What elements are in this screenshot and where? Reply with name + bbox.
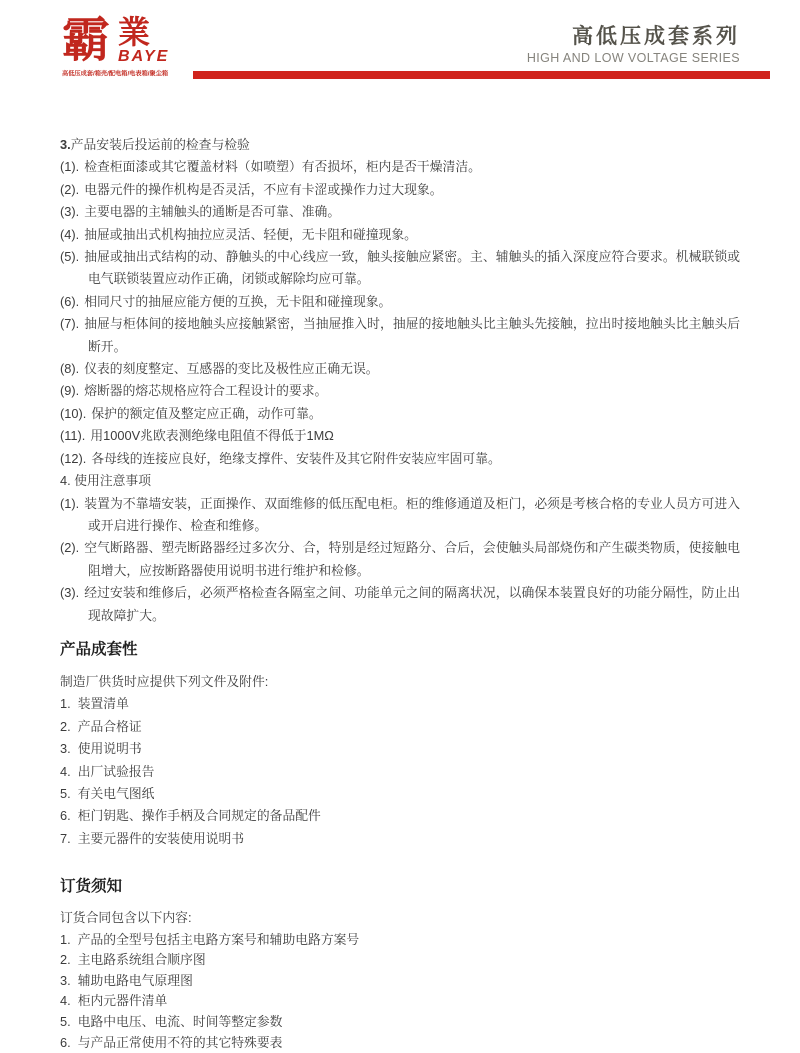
ordering-item: 6. 与产品正常使用不符的其它特殊要表 bbox=[60, 1034, 283, 1050]
checklist-item: (5). 抽屉或抽出式结构的动、静触头的中心线应一致，触头接触应紧密。主、辅触头的插入深度应符合要求。机械联锁或电气联锁装置应动作正确，闭锁或解除均应可靠。 bbox=[60, 249, 740, 287]
section-3-title: 产品安装后投运前的检查与检验 bbox=[70, 137, 250, 152]
usage-notes-heading: 4. 使用注意事项 bbox=[60, 473, 152, 489]
completeness-item: 5. 有关电气图纸 bbox=[60, 785, 155, 801]
checklist-item: (10). 保护的额定值及整定应正确，动作可靠。 bbox=[60, 405, 322, 421]
page-header bbox=[0, 0, 800, 100]
series-subtitle: HIGH AND LOW VOLTAGE SERIES bbox=[526, 51, 740, 66]
section-3-heading bbox=[60, 134, 740, 156]
ordering-item: 4. 柜内元器件清单 bbox=[60, 993, 168, 1009]
checklist-item: (7). 抽屉与柜体间的接地触头应接触紧密，当抽屉推入时，抽屉的接地触头比主触头先接触，拉出时接地触头比主触头后断开。 bbox=[60, 316, 740, 354]
checklist-item: (11). 用1000V兆欧表测绝缘电阻值不得低于1MΩ bbox=[60, 428, 334, 444]
document-body bbox=[60, 100, 740, 1053]
completeness-item: 4. 出厂试验报告 bbox=[60, 763, 155, 779]
ordering-item: 1. 产品的全型号包括主电路方案号和辅助电路方案号 bbox=[60, 931, 360, 947]
completeness-item: 1. 装置清单 bbox=[60, 696, 129, 712]
checklist-item: (3). 主要电器的主辅触头的通断是否可靠、准确。 bbox=[60, 204, 341, 220]
checklist-item: (8). 仪表的刻度整定、互感器的变比及极性应正确无误。 bbox=[60, 361, 379, 377]
usage-note-item: (3). 经过安装和维修后，必须严格检查各隔室之间、功能单元之间的隔离状况，以确保本装置良好的功能分隔性，防止出现故障扩大。 bbox=[60, 585, 740, 623]
ordering-item: 3. 辅助电路电气原理图 bbox=[60, 972, 193, 988]
checklist-item: (6). 相同尺寸的抽屉应能方便的互换，无卡阻和碰撞现象。 bbox=[60, 293, 392, 309]
ordering-intro: 订货合同包含以下内容: bbox=[60, 910, 192, 926]
logo-char-ye: 業 bbox=[118, 14, 151, 50]
completeness-item: 7. 主要元器件的安装使用说明书 bbox=[60, 830, 245, 846]
completeness-intro: 制造厂供货时应提供下列文件及附件: bbox=[60, 673, 269, 689]
ordering-item: 2. 主电路系统组合顺序图 bbox=[60, 952, 206, 968]
ordering-list bbox=[60, 907, 740, 1053]
checklist-item: (9). 熔断器的熔芯规格应符合工程设计的要求。 bbox=[60, 383, 328, 399]
header-red-rule bbox=[193, 71, 770, 79]
checklist-item: (2). 电器元件的操作机构是否灵活，不应有卡涩或操作力过大现象。 bbox=[60, 181, 443, 197]
section-3-number: 3. bbox=[60, 137, 71, 152]
usage-note-item: (2). 空气断路器、塑壳断路器经过多次分、合，特别是经过短路分、合后，会使触头局部烧伤和产生碳类物质，使接触电阻增大，应按断路器使用说明书进行维护和检修。 bbox=[60, 540, 740, 578]
completeness-item: 6. 柜门钥匙、操作手柄及合同规定的备品配件 bbox=[60, 808, 321, 824]
logo-characters bbox=[62, 16, 233, 65]
ordering-item: 5. 电路中电压、电流、时间等整定参数 bbox=[60, 1013, 283, 1029]
checklist-item: (4). 抽屉或抽出式机构抽拉应灵活、轻便，无卡阻和碰撞现象。 bbox=[60, 226, 417, 242]
checklist-item: (1). 检查柜面漆或其它覆盖材料（如喷塑）有否损坏，柜内是否干燥清洁。 bbox=[60, 159, 481, 175]
series-title: 高低压成套系列 bbox=[572, 25, 740, 48]
ordering-heading: 订货须知 bbox=[60, 878, 123, 896]
completeness-heading: 产品成套性 bbox=[60, 640, 138, 658]
logo-tagline: 高低压成套/箱壳/配电箱/电表箱/聚尘箱 bbox=[62, 70, 169, 78]
usage-note-item: (1). 装置为不靠墙安装，正面操作、双面维修的低压配电柜。柜的维修通道及柜门，必须是考核合格的专业人员方可进入或开启进行操作、检查和维修。 bbox=[60, 495, 740, 533]
completeness-item: 3. 使用说明书 bbox=[60, 741, 142, 757]
logo-char-ba: 霸 bbox=[62, 14, 111, 67]
checklist-item: (12). 各母线的连接应良好，绝缘支撑件、安装件及其它附件安装应牢固可靠。 bbox=[60, 450, 501, 466]
completeness-item: 2. 产品合格证 bbox=[60, 718, 142, 734]
logo-wordmark: BAYE bbox=[118, 48, 170, 65]
series-titles bbox=[527, 24, 740, 66]
